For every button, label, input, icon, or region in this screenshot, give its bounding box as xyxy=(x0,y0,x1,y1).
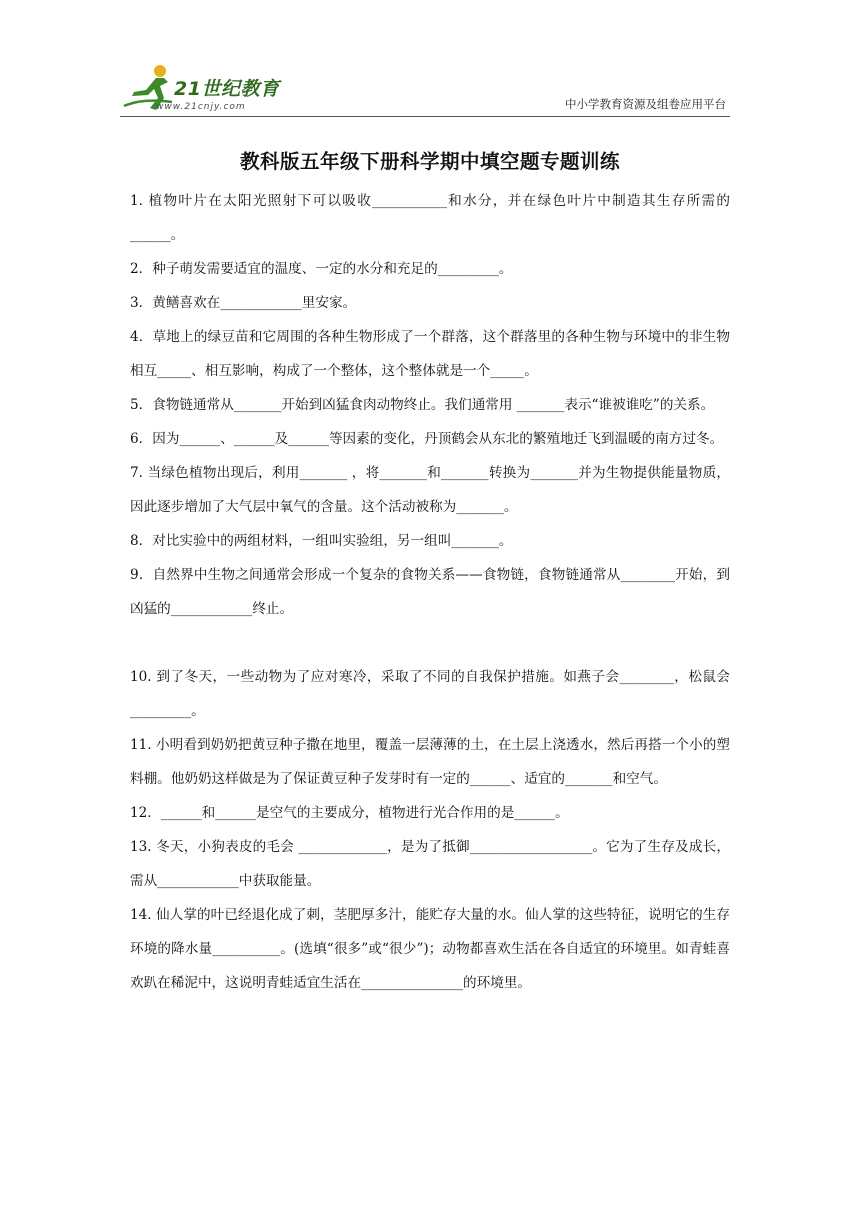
question-item: 3．黄鳝喜欢在____________里安家。 xyxy=(130,295,357,311)
page-title: 教科版五年级下册科学期中填空题专题训练 xyxy=(239,150,620,173)
question-item: 13. 冬天，小狗表皮的毛会 _____________，是为了抵御__________________。它为了生存及成长，需从____________中获取能量。 xyxy=(130,839,730,889)
logo-url-text: www.21cnjy.com xyxy=(156,102,246,112)
question-item: 12．______和______是空气的主要成分，植物进行光合作用的是______。 xyxy=(130,805,569,821)
question-list xyxy=(130,184,730,1000)
question-item: 6．因为______、______及______等因素的变化，丹顶鹤会从东北的繁殖地迁飞到温暖的南方过冬。 xyxy=(130,431,724,447)
question-item: 4．草地上的绿豆苗和它周围的各种生物形成了一个群落，这个群落里的各种生物与环境中的非生物相互_____、相互影响，构成了一个整体，这个整体就是一个_____。 xyxy=(130,329,730,379)
question-item: 10. 到了冬天，一些动物为了应对寒冷，采取了不同的自我保护措施。如燕子会________，松鼠会_________。 xyxy=(130,669,730,719)
question-item: 7. 当绿色植物出现后，利用_______ ，将_______和_______转换为_______并为生物提供能量物质， 因此逐步增加了大气层中氧气的含量。这个活动被称为_______。 xyxy=(130,465,730,515)
question-item: 1. 植物叶片在太阳光照射下可以吸收___________和水分，并在绿色叶片中制造其生存所需的______。 xyxy=(130,193,730,243)
question-item: 2．种子萌发需要适宜的温度、一定的水分和充足的_________。 xyxy=(130,261,513,277)
question-item: 14. 仙人掌的叶已经退化成了刺，茎肥厚多汁，能贮存大量的水。仙人掌的这些特征，说明它的生存环境的降水量__________。(选填“很多”或“很少”)；动物都喜欢生活在各自适宜的环境里。如青蛙喜欢趴在稀泥中，这说明青蛙适宜生活在_______________的环境里。 xyxy=(130,907,730,991)
question-item: 5．食物链通常从_______开始到凶猛食肉动物终止。我们通常用 _______表示“谁被谁吃”的关系。 xyxy=(130,397,715,413)
logo-brand-text: 21世纪教育 xyxy=(174,78,280,100)
question-item: 9．自然界中生物之间通常会形成一个复杂的食物关系——食物链，食物链通常从________开始，到凶猛的____________终止。 xyxy=(130,567,730,617)
question-item: 11. 小明看到奶奶把黄豆种子撒在地里，覆盖一层薄薄的土，在土层上浇透水，然后再搭一个小的塑料棚。他奶奶这样做是为了保证黄豆种子发芽时有一定的______、适宜的_______和空气。 xyxy=(130,737,730,787)
logo xyxy=(120,62,300,118)
header-divider xyxy=(120,116,730,117)
question-item: 8．对比实验中的两组材料，一组叫实验组，另一组叫_______。 xyxy=(130,533,513,549)
page-header xyxy=(120,62,730,118)
platform-text: 中小学教育资源及组卷应用平台 xyxy=(565,97,726,111)
